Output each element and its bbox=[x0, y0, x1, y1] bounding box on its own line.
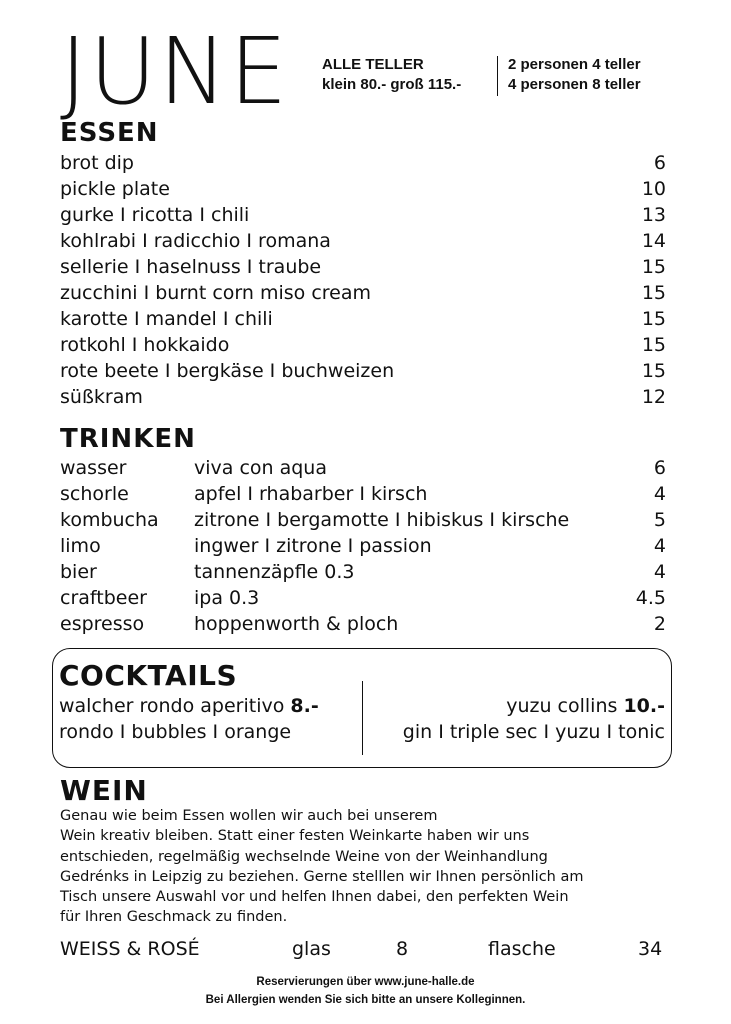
wein-description bbox=[60, 806, 680, 928]
wein-title: WEIN bbox=[60, 774, 148, 807]
item-name: süßkram bbox=[60, 386, 143, 408]
header-divider bbox=[497, 56, 498, 96]
item-price: 15 bbox=[641, 282, 666, 304]
drink-desc: zitrone I bergamotte I hibiskus I kirsche bbox=[194, 509, 570, 531]
item-price: 12 bbox=[641, 386, 666, 408]
item-price: 15 bbox=[641, 308, 666, 330]
list-item bbox=[60, 384, 666, 410]
glas-price: 8 bbox=[396, 938, 409, 960]
cocktail-left-line bbox=[59, 693, 319, 719]
item-name: pickle plate bbox=[60, 178, 170, 200]
item-name: karotte I mandel I chili bbox=[60, 308, 273, 330]
cocktail-right-line bbox=[403, 693, 665, 719]
cocktail-divider bbox=[362, 681, 363, 755]
footer-reservations: Reservierungen über www.june-halle.de bbox=[256, 976, 475, 988]
item-price: 6 bbox=[653, 152, 666, 174]
personen-4: 4 personen 8 teller bbox=[508, 76, 641, 93]
item-price: 14 bbox=[641, 230, 666, 252]
list-item bbox=[60, 507, 666, 533]
wein-text-line: Genau wie beim Essen wollen wir auch bei unserem bbox=[60, 808, 438, 824]
essen-title: ESSEN bbox=[60, 118, 159, 148]
list-item bbox=[60, 306, 666, 332]
list-item bbox=[60, 481, 666, 507]
drink-desc: ipa 0.3 bbox=[194, 587, 260, 609]
list-item bbox=[60, 585, 666, 611]
flasche-price: 34 bbox=[638, 938, 663, 960]
wein-text-line: Tisch unsere Auswahl vor und helfen Ihnen dabei, den perfekten Wein bbox=[60, 889, 569, 906]
wein-type: WEISS & ROSÉ bbox=[60, 938, 200, 960]
drink-price: 2 bbox=[653, 613, 666, 635]
glas-label: glas bbox=[292, 938, 331, 960]
essen-list bbox=[60, 150, 666, 410]
drink-category: wasser bbox=[60, 457, 127, 479]
drink-category: limo bbox=[60, 535, 101, 557]
flasche-label: flasche bbox=[488, 938, 556, 960]
cocktail-desc: rondo I bubbles I orange bbox=[59, 721, 292, 743]
drink-desc: hoppenworth & ploch bbox=[194, 613, 399, 635]
list-item bbox=[60, 533, 666, 559]
cocktail-price: 8.- bbox=[290, 695, 319, 717]
item-price: 15 bbox=[641, 334, 666, 356]
item-name: rote beete I bergkäse I buchweizen bbox=[60, 360, 395, 382]
cocktails-box bbox=[52, 648, 672, 768]
drink-price: 4.5 bbox=[635, 587, 666, 609]
list-item bbox=[60, 332, 666, 358]
drink-category: craftbeer bbox=[60, 587, 147, 609]
teller-sizes: klein 80.- groß 115.- bbox=[322, 76, 462, 93]
drink-desc: viva con aqua bbox=[194, 457, 327, 479]
personen-info bbox=[508, 55, 641, 95]
drink-price: 4 bbox=[653, 483, 666, 505]
item-name: sellerie I haselnuss I traube bbox=[60, 256, 322, 278]
alle-teller-info bbox=[322, 55, 461, 95]
cocktail-price: 10.- bbox=[623, 695, 665, 717]
drink-category: kombucha bbox=[60, 509, 159, 531]
drink-price: 6 bbox=[653, 457, 666, 479]
drink-category: espresso bbox=[60, 613, 145, 635]
drink-category: bier bbox=[60, 561, 97, 583]
wein-text-line: entschieden, regelmäßig wechselnde Weine von der Weinhandlung bbox=[60, 848, 548, 865]
list-item bbox=[60, 254, 666, 280]
list-item bbox=[60, 455, 666, 481]
drink-desc: ingwer I zitrone I passion bbox=[194, 535, 432, 557]
item-price: 15 bbox=[641, 256, 666, 278]
cocktail-desc: gin I triple sec I yuzu I tonic bbox=[402, 721, 665, 743]
cocktail-name: walcher rondo aperitivo bbox=[59, 695, 285, 717]
item-name: rotkohl I hokkaido bbox=[60, 334, 230, 356]
drink-price: 5 bbox=[653, 509, 666, 531]
trinken-list bbox=[60, 455, 666, 637]
drink-category: schorle bbox=[60, 483, 129, 505]
item-name: kohlrabi I radicchio I romana bbox=[60, 230, 331, 252]
drink-price: 4 bbox=[653, 561, 666, 583]
list-item bbox=[60, 358, 666, 384]
item-name: zucchini I burnt corn miso cream bbox=[60, 282, 372, 304]
personen-2: 2 personen 4 teller bbox=[508, 56, 641, 73]
cocktail-name: yuzu collins bbox=[506, 695, 618, 717]
footer-allergies: Bei Allergien wenden Sie sich bitte an unsere Kolleginnen. bbox=[205, 994, 526, 1006]
list-item bbox=[60, 611, 666, 637]
list-item bbox=[60, 559, 666, 585]
cocktail-right bbox=[403, 693, 665, 745]
item-price: 10 bbox=[641, 178, 666, 200]
wein-text-line: für Ihren Geschmack zu finden. bbox=[60, 909, 288, 926]
list-item bbox=[60, 202, 666, 228]
wein-text-line: Wein kreativ bleiben. Statt einer festen Weinkarte haben wir uns bbox=[60, 828, 530, 845]
cocktails-title: COCKTAILS bbox=[59, 659, 238, 692]
alle-teller-label: ALLE TELLER bbox=[322, 56, 424, 73]
item-price: 13 bbox=[641, 204, 666, 226]
june-logo: JUNE bbox=[60, 18, 290, 125]
drink-desc: apfel I rhabarber I kirsch bbox=[194, 483, 428, 505]
drink-desc: tannenzäpfle 0.3 bbox=[194, 561, 355, 583]
list-item bbox=[60, 280, 666, 306]
trinken-title: TRINKEN bbox=[60, 424, 196, 454]
drink-price: 4 bbox=[653, 535, 666, 557]
item-price: 15 bbox=[641, 360, 666, 382]
list-item bbox=[60, 228, 666, 254]
item-name: brot dip bbox=[60, 152, 134, 174]
list-item bbox=[60, 176, 666, 202]
wein-text-line: Gedrénks in Leipzig zu beziehen. Gerne stelllen wir Ihnen persönlich am bbox=[60, 868, 584, 885]
item-name: gurke I ricotta I chili bbox=[60, 204, 250, 226]
cocktail-left bbox=[59, 693, 319, 745]
list-item bbox=[60, 150, 666, 176]
